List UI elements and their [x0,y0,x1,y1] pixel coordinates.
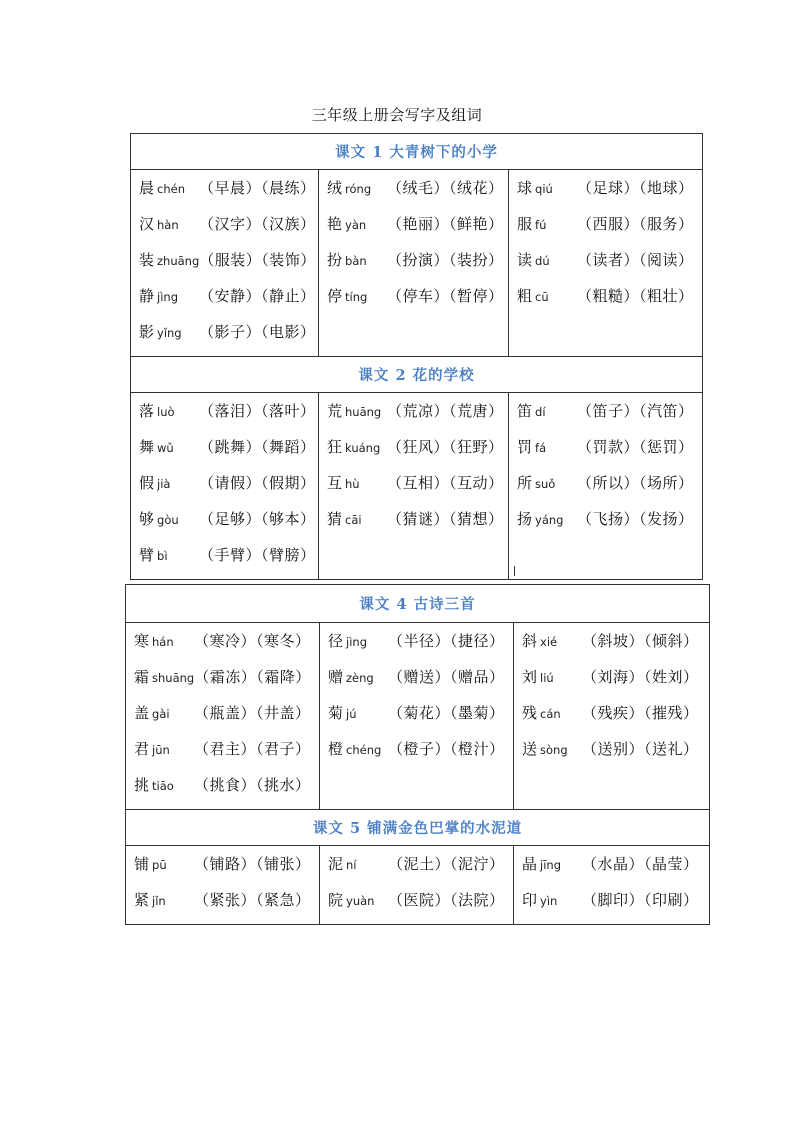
word-compounds: （汉字）（汉族） [199,215,316,233]
word-entry [139,212,318,248]
hanzi-char: 艳 [327,215,343,233]
pinyin: yìn [540,894,558,908]
word-compounds: （读者）（阅读） [577,251,694,269]
pinyin: yáng [535,513,564,527]
hanzi-char: 印 [522,891,538,909]
hanzi-char: 扬 [517,510,533,528]
hanzi-char: 臂 [139,546,155,564]
word-compounds: （跳舞）（舞蹈） [199,438,316,456]
hanzi-char: 泥 [328,855,344,873]
pinyin: chéng [346,743,382,757]
pinyin: cū [535,290,549,304]
hanzi-char: 球 [517,179,533,197]
pinyin: jìng [157,290,178,304]
hanzi-char: 落 [139,402,155,420]
pinyin: gài [152,707,170,721]
pinyin: huāng [345,405,382,419]
word-compounds: （落泪）（落叶） [199,402,316,420]
word-compounds: （君主）（君子） [194,740,311,758]
word-entry [134,852,319,888]
word-compounds: （霜冻）（霜降） [194,668,311,686]
pinyin: tiāo [152,779,174,793]
pinyin: zhuāng [157,254,200,268]
word-entry [517,176,702,212]
pinyin: pū [152,858,167,872]
word-column [126,846,320,925]
hanzi-char: 装 [139,251,155,269]
hanzi-char: 菊 [328,704,344,722]
pinyin: róng [345,182,372,196]
hanzi-char: 橙 [328,740,344,758]
word-entry [327,176,508,212]
word-compounds: （残疾）（摧残） [582,704,699,722]
pinyin: chén [157,182,185,196]
word-column [320,623,514,810]
pinyin: qiú [535,182,553,196]
word-compounds: （紧张）（紧急） [194,891,311,909]
word-column [126,623,320,810]
word-entry [328,629,513,665]
page-title: 三年级上册会写字及组词 [311,106,483,124]
pinyin: shuāng [152,671,195,685]
pinyin: cán [540,707,561,721]
word-entry [139,248,318,284]
word-entry [522,737,709,773]
word-compounds: （扮演）（装扮） [387,251,504,269]
word-column [131,393,319,580]
pinyin: yuàn [346,894,375,908]
word-compounds: （菊花）（墨菊） [388,704,505,722]
word-entry [327,399,508,435]
pinyin: jià [157,477,171,491]
word-compounds: （艳丽）（鲜艳） [387,215,504,233]
word-entry [327,284,508,320]
word-compounds: （泥土）（泥泞） [388,855,505,873]
hanzi-char: 斜 [522,632,538,650]
word-entry [134,629,319,665]
hanzi-char: 互 [327,474,343,492]
word-entry [328,737,513,773]
word-entry [327,248,508,284]
pinyin: jú [346,707,357,721]
word-compounds: （寒冷）（寒冬） [194,632,311,650]
pinyin: jūn [152,743,170,757]
pinyin: cāi [345,513,362,527]
hanzi-char: 挑 [134,776,150,794]
word-entry [134,888,319,924]
hanzi-char: 扮 [327,251,343,269]
word-entry [139,471,318,507]
word-entry [522,701,709,737]
word-compounds: （安静）（静止） [199,287,316,305]
word-compounds: （飞扬）（发扬） [577,510,694,528]
hanzi-char: 赠 [328,668,344,686]
word-compounds: （铺路）（铺张） [194,855,311,873]
pinyin: luò [157,405,175,419]
word-compounds: （手臂）（臂膀） [199,546,316,564]
pinyin: liú [540,671,554,685]
word-entry [134,773,319,809]
hanzi-char: 送 [522,740,538,758]
hanzi-char: 径 [328,632,344,650]
pinyin: wǔ [157,441,174,455]
word-column [514,623,710,810]
pinyin: ní [346,858,357,872]
word-entry [517,212,702,248]
word-compounds: （刘海）（姓刘） [582,668,699,686]
hanzi-char: 君 [134,740,150,758]
word-entry [517,507,702,543]
pinyin: dí [535,405,546,419]
word-compounds: （水晶）（晶莹） [582,855,699,873]
hanzi-char: 读 [517,251,533,269]
word-entry [134,665,319,701]
word-compounds: （赠送）（赠品） [388,668,505,686]
word-entry [134,701,319,737]
word-entry [522,629,709,665]
word-entry [517,284,702,320]
pinyin: yàn [345,218,367,232]
hanzi-char: 服 [517,215,533,233]
pinyin: dú [535,254,550,268]
hanzi-char: 罚 [517,438,533,456]
pinyin: fá [535,441,547,455]
hanzi-char: 舞 [139,438,155,456]
word-entry [517,435,702,471]
word-compounds: （停车）（暂停） [387,287,504,305]
word-compounds: （半径）（捷径） [388,632,505,650]
hanzi-char: 紧 [134,891,150,909]
pinyin: gòu [157,513,179,527]
word-column [319,170,509,357]
word-entry [522,888,709,924]
lesson-table-2 [125,584,710,925]
word-entry [327,507,508,543]
hanzi-char: 够 [139,510,155,528]
pinyin: zèng [346,671,374,685]
pinyin: yǐng [157,326,182,340]
word-column [509,170,703,357]
word-compounds: （西服）（服务） [577,215,694,233]
pinyin: jǐn [152,894,166,908]
hanzi-char: 荒 [327,402,343,420]
word-compounds: （所以）（场所） [577,474,694,492]
word-entry [139,176,318,212]
word-compounds: （粗糙）（粗壮） [577,287,694,305]
hanzi-char: 静 [139,287,155,305]
word-compounds: （挑食）（挑水） [194,776,311,794]
word-column [131,170,319,357]
word-compounds: （送别）（送礼） [582,740,699,758]
word-compounds: （早晨）（晨练） [199,179,316,197]
word-entry [139,435,318,471]
pinyin: tíng [345,290,368,304]
word-entry [517,248,702,284]
word-entry [522,852,709,888]
pinyin: bì [157,549,168,563]
word-compounds: （瓶盖）（井盖） [194,704,311,722]
pinyin: jīng [540,858,561,872]
word-entry [327,212,508,248]
pinyin: fú [535,218,547,232]
word-compounds: （绒毛）（绒花） [387,179,504,197]
word-entry [139,320,318,356]
word-entry [134,737,319,773]
word-entry [328,701,513,737]
word-compounds: （笛子）（汽笛） [577,402,694,420]
word-entry [522,665,709,701]
word-compounds: （罚款）（惩罚） [577,438,694,456]
table-break-marks [130,566,703,578]
word-entry [328,888,513,924]
pinyin: kuáng [345,441,381,455]
word-compounds: （橙子）（橙汁） [388,740,505,758]
word-compounds: （脚印）（印刷） [582,891,699,909]
lesson-header: 课文 1 大青树下的小学 [131,134,703,170]
pinyin: hán [152,635,174,649]
lesson-table-1 [130,133,703,580]
hanzi-char: 狂 [327,438,343,456]
hanzi-char: 所 [517,474,533,492]
hanzi-char: 刘 [522,668,538,686]
pinyin: sòng [540,743,568,757]
pinyin: bàn [345,254,367,268]
pinyin: hù [345,477,360,491]
word-entry [328,852,513,888]
word-entry [327,471,508,507]
word-entry [139,507,318,543]
word-compounds: （请假）（假期） [199,474,316,492]
hanzi-char: 铺 [134,855,150,873]
word-compounds: （互相）（互动） [387,474,504,492]
hanzi-char: 绒 [327,179,343,197]
hanzi-char: 霜 [134,668,150,686]
word-compounds: （影子）（电影） [199,323,316,341]
word-compounds: （医院）（法院） [388,891,505,909]
hanzi-char: 假 [139,474,155,492]
hanzi-char: 盖 [134,704,150,722]
word-column [509,393,703,580]
word-entry [517,471,702,507]
hanzi-char: 停 [327,287,343,305]
lesson-header: 课文 2 花的学校 [131,357,703,393]
word-entry [328,665,513,701]
word-compounds: （足球）（地球） [577,179,694,197]
word-compounds: （狂风）（狂野） [387,438,504,456]
lesson-header: 课文 4 古诗三首 [126,585,710,623]
word-compounds: （荒凉）（荒唐） [387,402,504,420]
hanzi-char: 汉 [139,215,155,233]
word-entry [139,284,318,320]
word-compounds: （服装）（装饰） [199,251,316,269]
pinyin: hàn [157,218,179,232]
hanzi-char: 笛 [517,402,533,420]
hanzi-char: 猜 [327,510,343,528]
pinyin: suǒ [535,477,556,491]
word-entry [327,435,508,471]
lesson-header: 课文 5 铺满金色巴掌的水泥道 [126,810,710,846]
hanzi-char: 院 [328,891,344,909]
word-entry [517,399,702,435]
hanzi-char: 晶 [522,855,538,873]
word-compounds: （猜谜）（猜想） [387,510,504,528]
pinyin: xié [540,635,558,649]
hanzi-char: 晨 [139,179,155,197]
word-column [319,393,509,580]
hanzi-char: 影 [139,323,155,341]
pinyin: jìng [346,635,367,649]
word-column [320,846,514,925]
hanzi-char: 粗 [517,287,533,305]
word-compounds: （斜坡）（倾斜） [582,632,699,650]
word-compounds: （足够）（够本） [199,510,316,528]
word-column [514,846,710,925]
word-entry [139,399,318,435]
hanzi-char: 残 [522,704,538,722]
hanzi-char: 寒 [134,632,150,650]
